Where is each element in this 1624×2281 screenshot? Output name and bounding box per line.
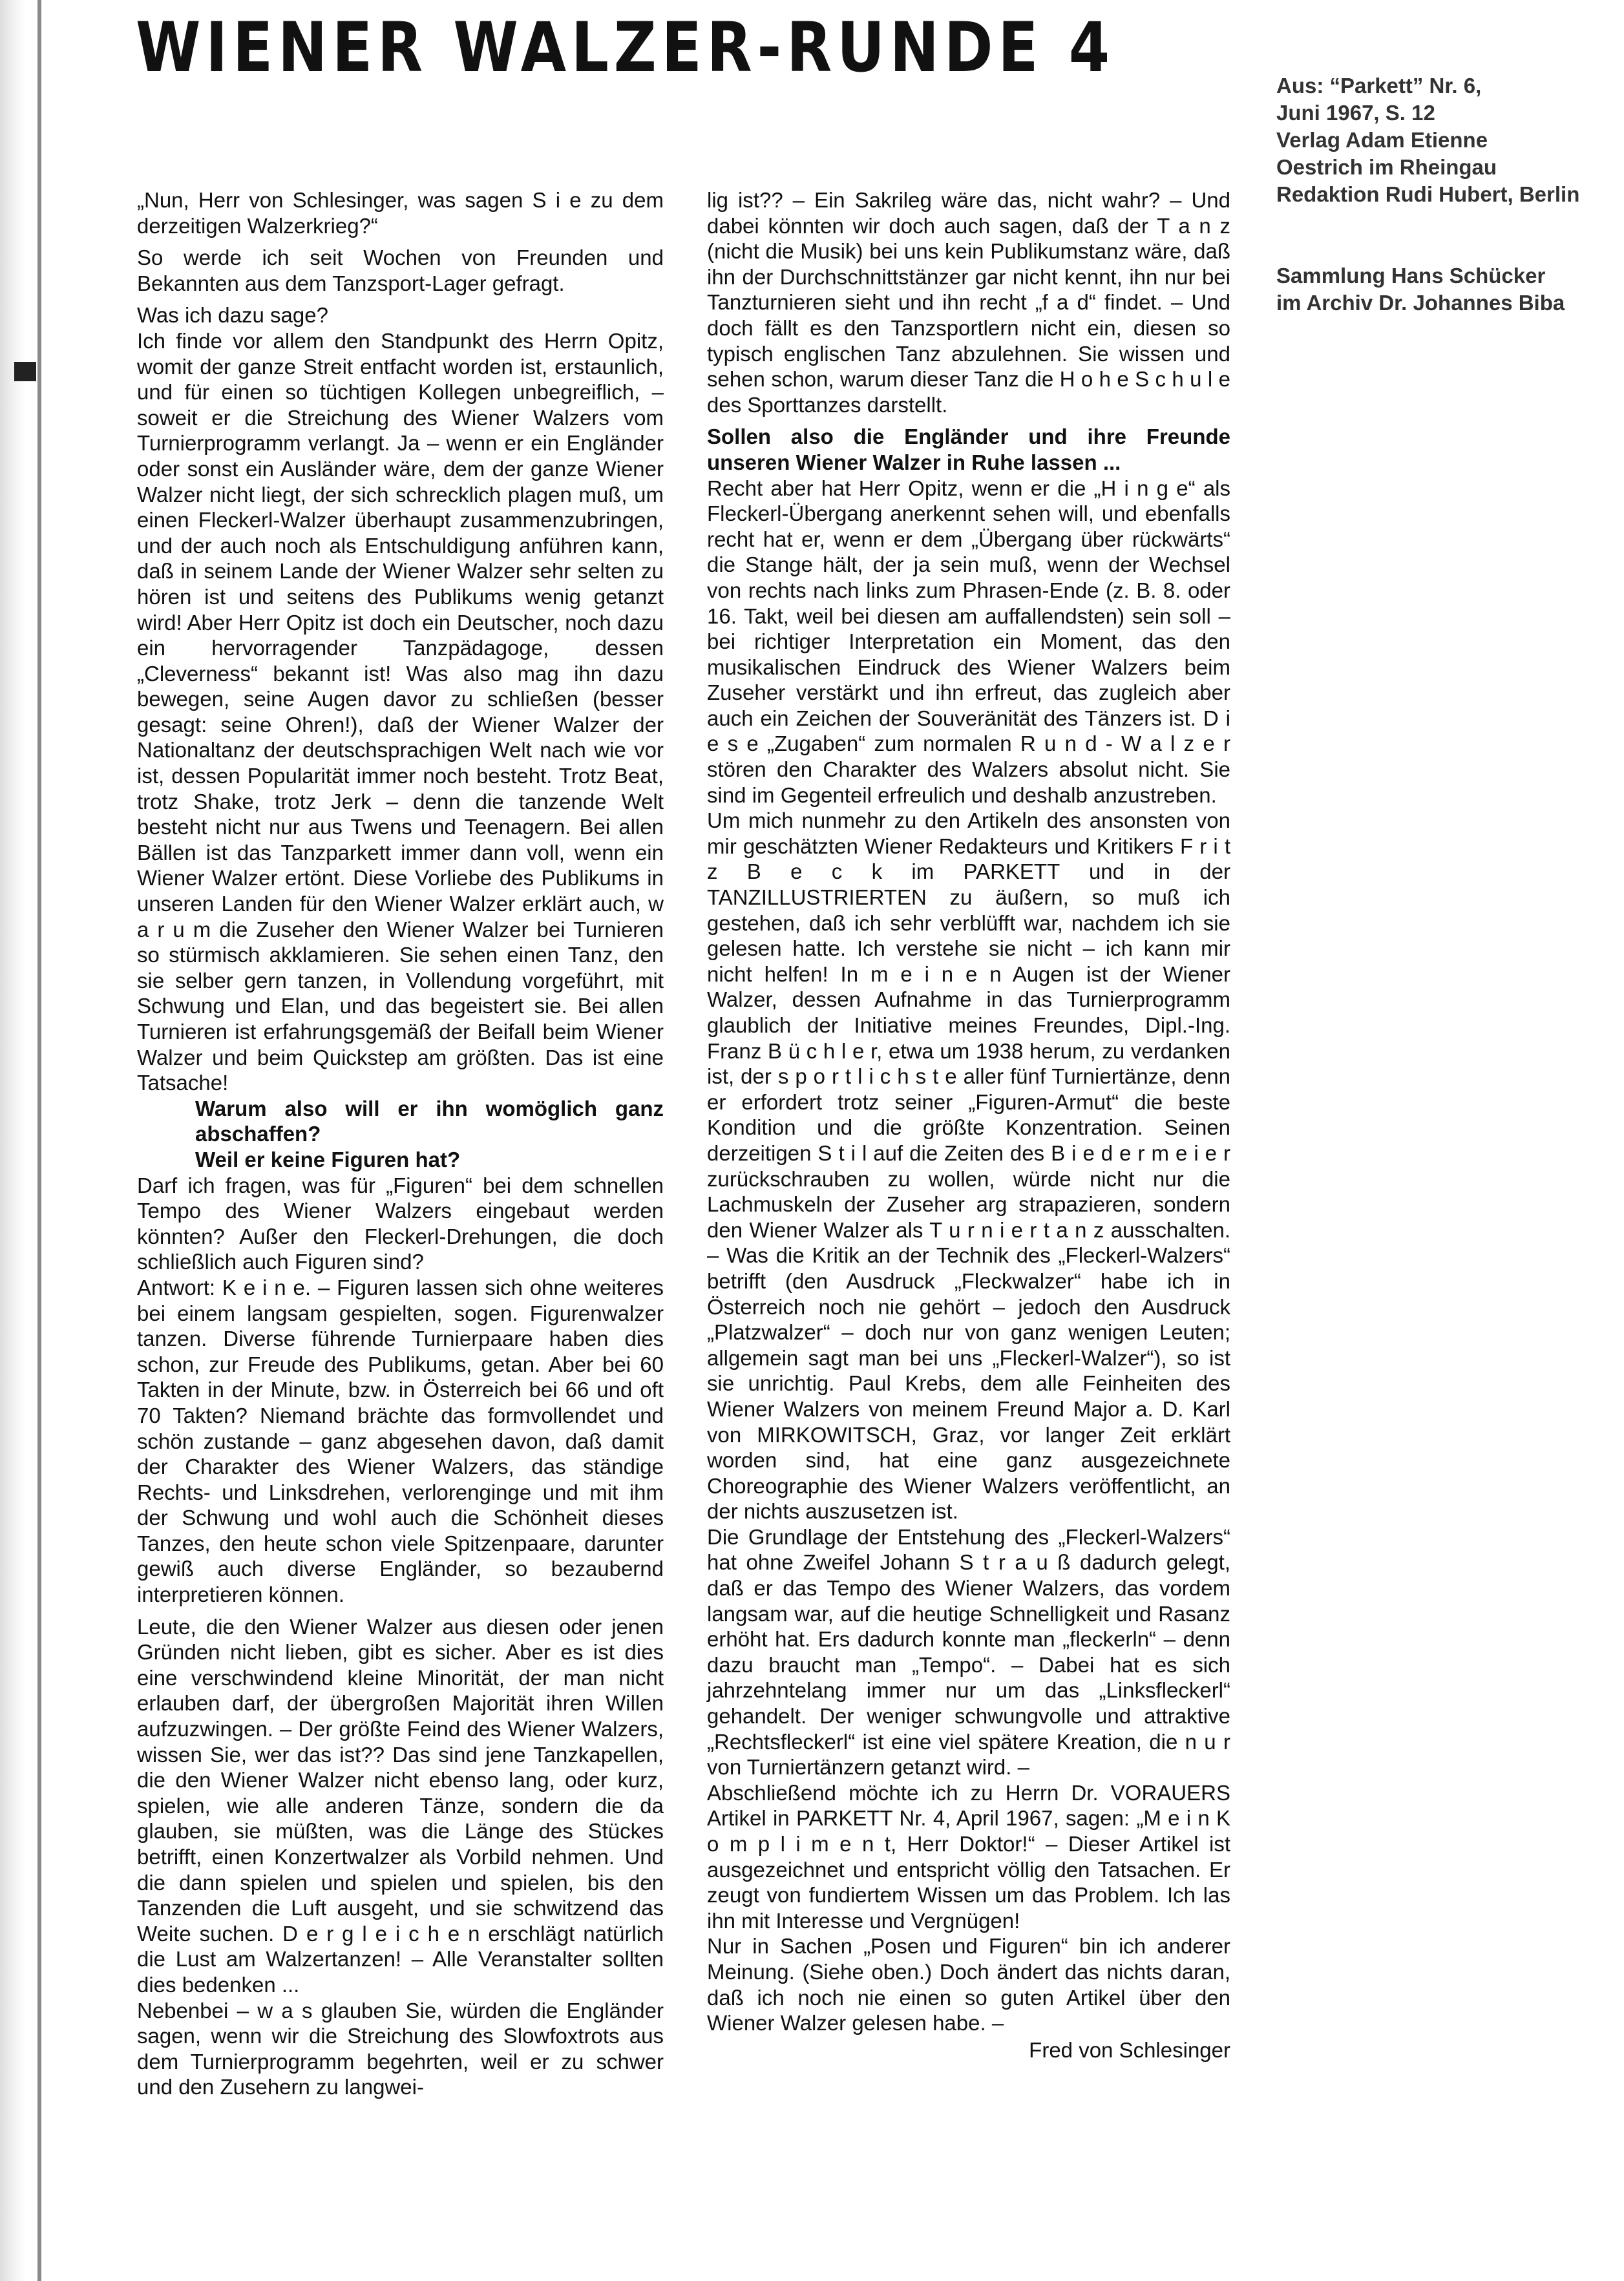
author-signature: Fred von Schlesinger bbox=[1029, 2037, 1230, 2062]
paragraph: Leute, die den Wiener Walzer aus diesen oder jenen Gründen nicht lieben, gibt es sicher. Aber es ist dies eine verschwindend kleine Minorität, der man nicht erlauben darf, der übergroßen Majorität ihren Willen aufzuzwingen. – Der größte Feind des Wiener Walzers, wissen Sie, wer das ist?? Das sind jene Tanzkapellen, die den Wiener Walzer nicht ebenso lang, oder kurz, spielen, wie alle anderen Tänze, sondern die da glauben, sie müßten, was die Länge des Stückes betrifft, einen Konzertwalzer als Vorbild nehmen. Und die dann spielen und spielen und spielen, bis den Tanzenden die Luft ausgeht, und sie schwitzend das Weite suchen. D e r g l e i c h e n erschlägt natürlich die Lust am Walzertanzen! – Alle Veranstalter sollten dies bedenken ... bbox=[137, 1614, 664, 1997]
source-line: Verlag Adam Etienne bbox=[1276, 128, 1488, 152]
paragraph: Ich finde vor allem den Standpunkt des Herrn Opitz, womit der ganze Streit entfacht worden ist, erstaunlich, und für einen so tüchtigen Kollegen unbegreiflich, – soweit er die Streichung des Wiener Walzers vom Turnierprogramm verlangt. Ja – wenn er ein Engländer oder sonst ein Ausländer wäre, dem der ganze Wiener Walzer nicht liegt, der sich schrecklich plagen muß, um einen Fleckerl-Walzer überhaupt zusammenzubringen, und der auch noch als Entschuldigung anführen kann, daß in seinem Lande der Wiener Walzer sehr selten zu hören ist und seitens des Publikums wenig getanzt wird! Aber Herr Opitz ist doch ein Deutscher, noch dazu ein hervorragender Tanzpädagoge, dessen „Cleverness“ bekannt ist! Was also mag ihn dazu bewegen, seine Augen davor zu schließen (besser gesagt: seine Ohren!), daß der Wiener Walzer der Nationaltanz der deutschsprachigen Welt nach wie vor ist, dessen Popularität immer noch besteht. Trotz Beat, trotz Shake, trotz Jerk – denn die tanzende Welt besteht nicht nur aus Twens und Teenagern. Bei allen Bällen ist das Tanzparkett immer dann voll, wenn ein Wiener Walzer ertönt. Diese Vorliebe des Publikums in unseren Landen für den Wiener Walzer erklärt auch, w a r u m die Zuseher den Wiener Walzer bei Turnieren so stürmisch akklamieren. Sie sehen einen Tanz, den sie selber gern tanzen, in Vollendung vorgeführt, mit Schwung und Elan, und das begeistert sie. Bei allen Turnieren ist erfahrungsgemäß der Beifall beim Wiener Walzer und beim Quickstep am größten. Das ist eine Tatsache! bbox=[137, 328, 664, 1095]
paragraph: Recht aber hat Herr Opitz, wenn er die „H i n g e“ als Fleckerl-Übergang anerkennt sehen will, und ebenfalls recht hat er, wenn er dem „Übergang über rückwärts“ die Stange hält, der ja sein muß, wenn der Wechsel von rechts nach links zum Phrasen-Ende (z. B. 8. oder 16. Takt, weil bei diesen am auffallendsten) sein soll – bei richtiger Interpretation ein Moment, das den musikalischen Eindruck des Wiener Walzers beim Zuseher verstärkt und ihn erfreut, das zugleich aber auch ein Zeichen der Souveränität des Tänzers ist. D i e s e „Zugaben“ zum normalen R u n d - W a l z e r stören den Charakter des Walzers absolut nicht. Sie sind im Gegenteil erfreulich und deshalb anzustreben. bbox=[707, 476, 1230, 807]
paragraph: Abschließend möchte ich zu Herrn Dr. VORAUERS Artikel in PARKETT Nr. 4, April 1967, sagen: „M e i n K o m p l i m e n t, Herr Doktor!“ – Dieser Artikel ist ausgezeichnet und entspricht völlig den Tatsachen. Er zeugt von fundiertem Wissen um das Problem. Ich las ihn mit Interesse und Vergnügen! bbox=[707, 1780, 1230, 1933]
scan-edge bbox=[0, 0, 26, 2281]
spacer bbox=[1276, 208, 1619, 262]
source-note bbox=[1276, 72, 1619, 317]
subheading: Weil er keine Figuren hat? bbox=[195, 1147, 461, 1172]
paragraph: Was ich dazu sage? bbox=[137, 303, 328, 328]
source-line: Juni 1967, S. 12 bbox=[1276, 101, 1435, 125]
paragraph: Nebenbei – w a s glauben Sie, würden die Engländer sagen, wenn wir die Streichung des Slowfoxtrots aus dem Turnierprogramm begehrten, weil er zu schwer und den Zusehern zu langwei- bbox=[137, 1998, 664, 2099]
subheading: Warum also will er ihn womöglich ganz abschaffen? bbox=[195, 1096, 664, 1146]
article-title: WIENER WALZER-RUNDE 4 bbox=[136, 8, 1115, 87]
source-line: Oestrich im Rheingau bbox=[1276, 155, 1497, 179]
paragraph: Die Grundlage der Entstehung des „Fleckerl-Walzers“ hat ohne Zweifel Johann S t r a u ß dadurch gelegt, daß er das Tempo des Wiener Walzers, das vordem langsam war, auf die heutige Schnelligkeit und Rasanz erhöht hat. Ers dadurch konnte man „fleckerln“ – denn dazu braucht man „Tempo“. – Dabei hat es sich jahrzehntelang immer nur um das „Linksfleckerl“ gehandelt. Der weniger schwungvolle und attraktive „Rechtsfleckerl“ ist eine viel spätere Kreation, die n u r von Turniertänzern getanzt wird. – bbox=[707, 1524, 1230, 1780]
collection-line: im Archiv Dr. Johannes Biba bbox=[1276, 291, 1565, 315]
collection-line: Sammlung Hans Schücker bbox=[1276, 264, 1546, 288]
source-line: Aus: “Parkett” Nr. 6, bbox=[1276, 74, 1482, 98]
article-column-1 bbox=[137, 187, 664, 2100]
source-line: Redaktion Rudi Hubert, Berlin bbox=[1276, 182, 1580, 206]
paragraph: So werde ich seit Wochen von Freunden und Bekannten aus dem Tanzsport-Lager gefragt. bbox=[137, 246, 664, 295]
paragraph: Nur in Sachen „Posen und Figuren“ bin ich anderer Meinung. (Siehe oben.) Doch ändert das nichts daran, daß ich noch nie einen so guten Artikel über den Wiener Walzer gelesen habe. – bbox=[707, 1934, 1230, 2035]
scan-binding-line bbox=[37, 0, 41, 2281]
paragraph: Um mich nunmehr zu den Artikeln des ansonsten von mir geschätzten Wiener Redakteurs und Kritikers F r i t z B e c k im PARKETT und in der TANZILLUSTRIERTEN zu äußern, so muß ich gestehen, daß ich sehr verblüfft war, nachdem ich sie gelesen hatte. Ich verstehe sie nicht – ich kann mir nicht helfen! In m e i n e n Augen ist der Wiener Walzer, dessen Aufnahme in das Turnierprogramm glaublich der Initiative meines Freundes, Dipl.-Ing. Franz B ü c h l e r, etwa um 1938 herum, zu verdanken ist, der s p o r t l i c h s t e aller fünf Turniertänze, denn er erfordert trotz seiner „Figuren-Armut“ die beste Kondition und die größte Konzentration. Seinen derzeitigen S t i l auf die Zeiten des B i e d e r m e i e r zurückschrauben zu wollen, würde nicht nur die Lachmuskeln der Zuseher arg strapazieren, sondern den Wiener Walzer als T u r n i e r t a n z ausschalten. – Was die Kritik an der Technik des „Fleckerl-Walzers“ betrifft (den Ausdruck „Fleckwalzer“ habe ich in Österreich noch nie gehört – jedoch den Ausdruck „Platzwalzer“ – doch nur von ganz wenigen Leuten; allgemein sagt man bei uns „Fleckerl-Walzer“), so ist sie unrichtig. Paul Krebs, dem alle Feinheiten des Wiener Walzers von meinem Freund Major a. D. Karl von MIRKOWITSCH, Graz, vor langer Zeit erklärt worden sind, hat eine ganz ausgezeichnete Choreographie des Wiener Walzers veröffentlicht, an der nichts auszusetzen ist. bbox=[707, 808, 1230, 1524]
scan-mark bbox=[14, 362, 36, 381]
paragraph: Darf ich fragen, was für „Figuren“ bei dem schnellen Tempo des Wiener Walzers eingebaut werden könnten? Außer den Fleckerl-Drehungen, die doch schließlich auch Figuren sind? bbox=[137, 1173, 664, 1274]
paragraph: lig ist?? – Ein Sakrileg wäre das, nicht wahr? – Und dabei könnten wir doch auch sagen, daß der T a n z (nicht die Musik) bei uns kein Publikumstanz wäre, daß ihn der Durchschnittstänzer gar nicht kennt, ihn nur bei Tanzturnieren sieht und ihn recht „f a d“ findet. – Und doch fällt es den Tanzsportlern nicht ein, diesen so typisch englischen Tanz abzulehnen. Sie wissen und sehen schon, warum dieser Tanz die H o h e S c h u l e des Sporttanzes darstellt. bbox=[707, 188, 1230, 417]
subheading: Sollen also die Engländer und ihre Freunde unseren Wiener Walzer in Ruhe lassen ... bbox=[707, 425, 1230, 474]
paragraph: Antwort: K e i n e. – Figuren lassen sich ohne weiteres bei einem langsam gespielten, sogen. Figurenwalzer tanzen. Diverse führende Turnierpaare haben dies schon, zur Freude des Publikums, getan. Aber bei 60 Takten in der Minute, bzw. in Österreich bei 66 und oft 70 Takten? Niemand brächte das formvollendet und schön zustande – ganz abgesehen davon, daß damit der Charakter des Wiener Walzers, das ständige Rechts- und Linksdrehen, verlorenginge und mit ihm der Schwung und wohl auch die Schönheit dieses Tanzes, den heute schon viele Spitzenpaare, darunter gewiß auch diverse Engländer, so bezaubernd interpretieren können. bbox=[137, 1275, 664, 1607]
article-column-2 bbox=[707, 187, 1230, 2063]
paragraph: „Nun, Herr von Schlesinger, was sagen S i e zu dem derzeitigen Walzerkrieg?“ bbox=[137, 188, 664, 238]
